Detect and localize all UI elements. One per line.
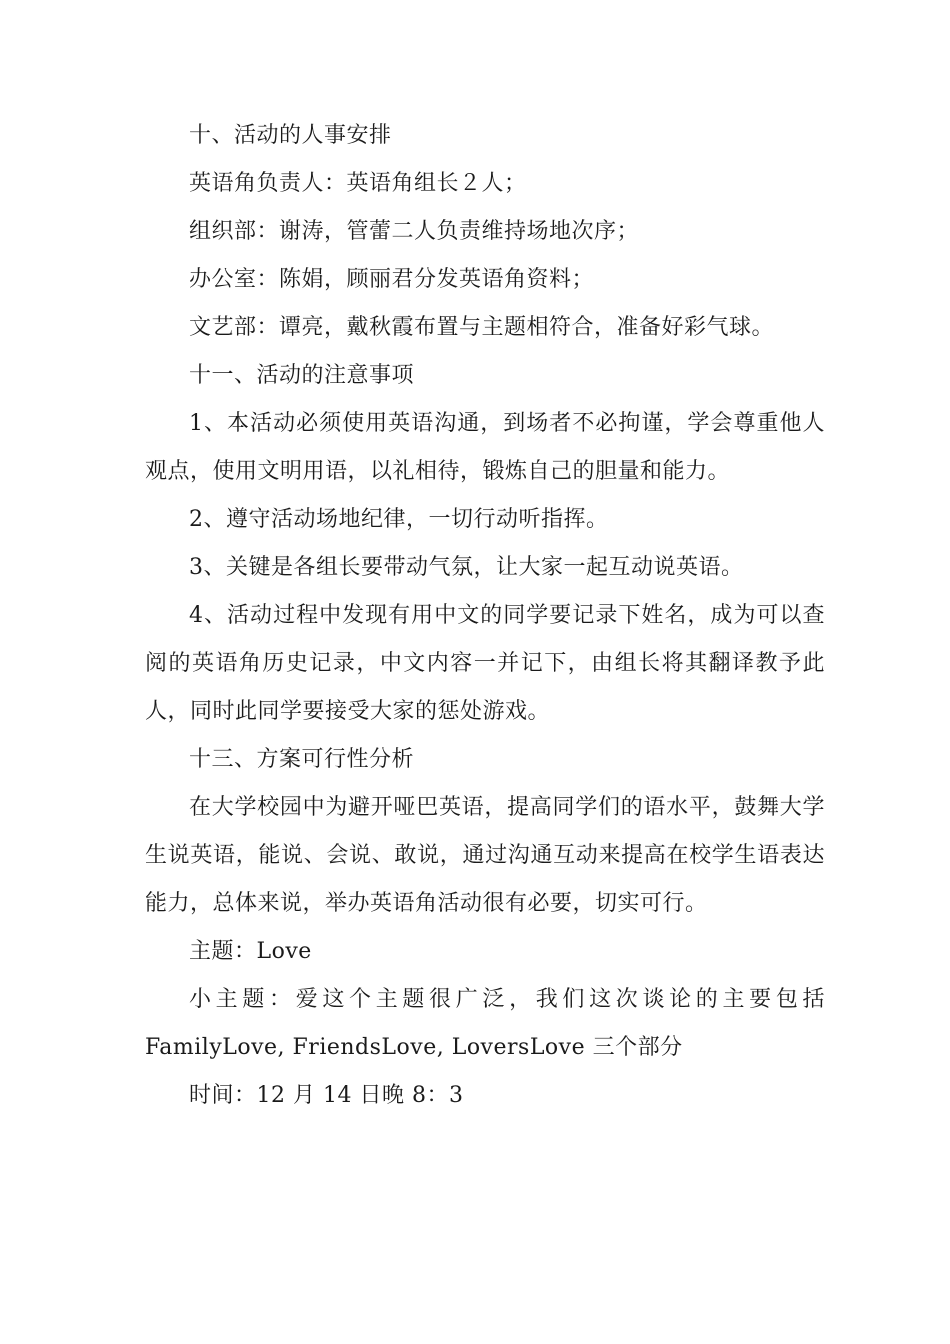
paragraph-organization-dept: 组织部：谢涛，管蕾二人负责维持场地次序； <box>189 219 640 244</box>
list-item-note-3: 3、关键是各组长要带动气氛，让大家一起互动说英语。 <box>189 555 744 580</box>
paragraph-theme: 主题：Love <box>189 939 312 964</box>
paragraph-arts-dept: 文艺部：谭亮，戴秋霞布置与主题相符合，准备好彩气球。 <box>189 315 775 340</box>
section-heading-feasibility: 十三、方案可行性分析 <box>189 747 415 772</box>
section-heading-notes: 十一、活动的注意事项 <box>189 363 415 388</box>
paragraph-subtheme: 小主题：爱这个主题很广泛，我们这次谈论的主要包括 FamilyLove, FriendsLove, LoversLove 三个部分 <box>145 987 825 1060</box>
section-heading-personnel: 十、活动的人事安排 <box>189 123 392 148</box>
list-item-note-4: 4、活动过程中发现有用中文的同学要记录下姓名，成为可以查阅的英语角历史记录，中文内容一并记下，由组长将其翻译教予此人，同时此同学要接受大家的惩处游戏。 <box>145 603 825 724</box>
list-item-note-2: 2、遵守活动场地纪律，一切行动听指挥。 <box>189 507 609 532</box>
paragraph-office: 办公室：陈娟，顾丽君分发英语角资料； <box>189 267 595 292</box>
paragraph-time: 时间：12 月 14 日晚 8：3 <box>189 1083 464 1108</box>
paragraph-feasibility: 在大学校园中为避开哑巴英语，提高同学们的语水平，鼓舞大学生说英语，能说、会说、敢说，通过沟通互动来提高在校学生语表达能力，总体来说，举办英语角活动很有必要，切实可行。 <box>145 795 825 916</box>
paragraph-english-corner-lead: 英语角负责人：英语角组长２人； <box>189 171 527 196</box>
list-item-note-1: 1、本活动必须使用英语沟通，到场者不必拘谨，学会尊重他人观点，使用文明用语，以礼相待，锻炼自己的胆量和能力。 <box>145 411 825 484</box>
document-body <box>145 112 825 1120</box>
